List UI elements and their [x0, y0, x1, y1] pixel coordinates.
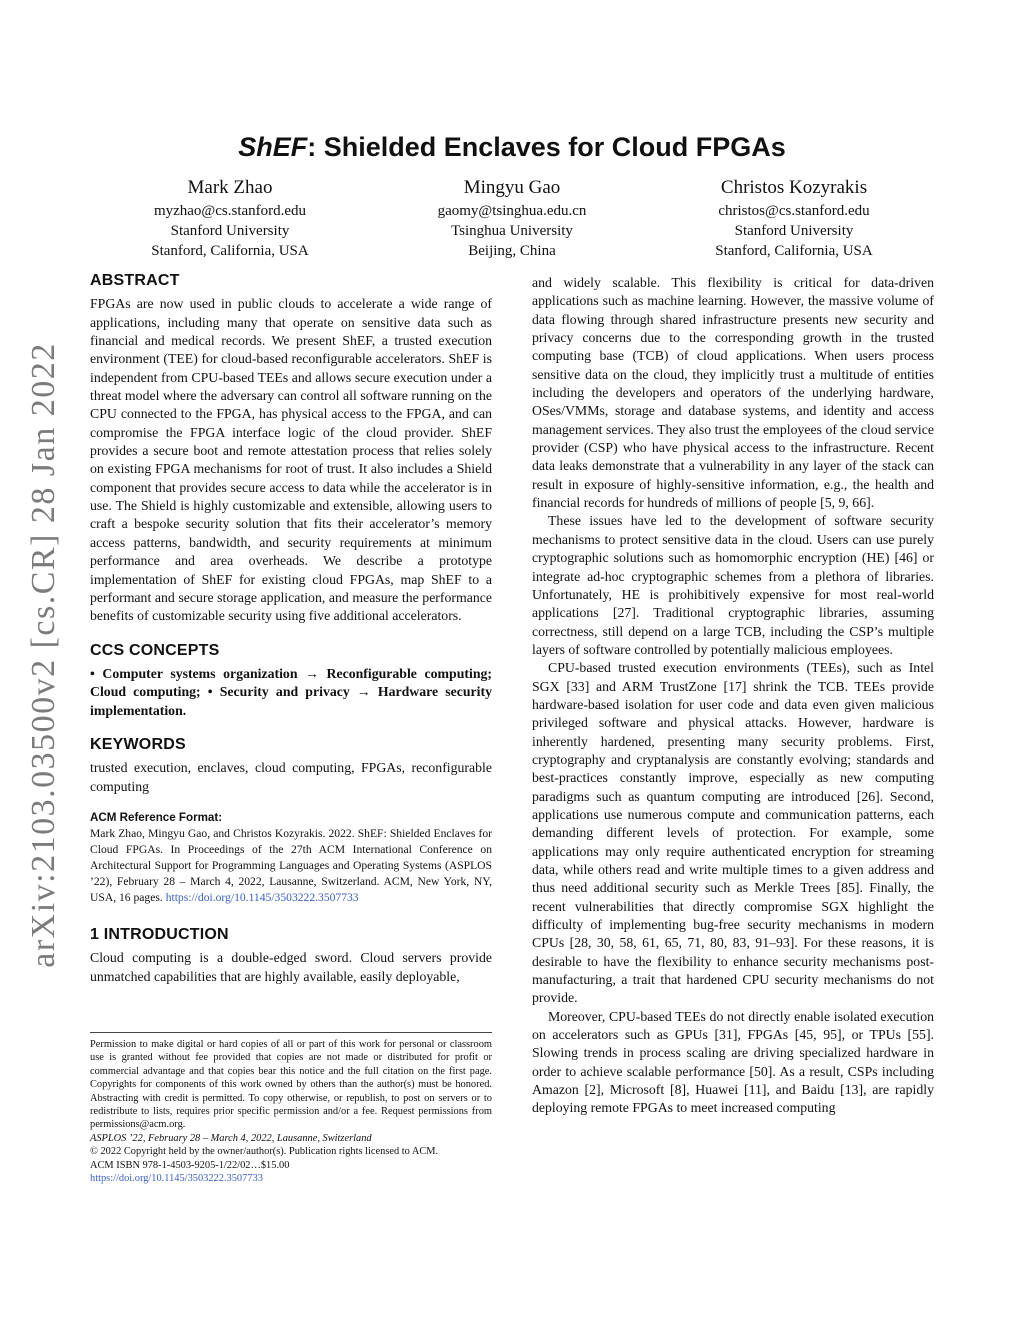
author-2: [372, 176, 652, 261]
footnote-isbn: ACM ISBN 978-1-4503-9205-1/22/02…$15.00: [90, 1159, 290, 1171]
footnote-copyright: © 2022 Copyright held by the owner/author(s). Publication rights licensed to ACM.: [90, 1146, 439, 1158]
author-location: Stanford, California, USA: [151, 243, 309, 259]
author-name: Mark Zhao: [187, 177, 273, 198]
acm-reference: [90, 810, 492, 906]
author-name: Christos Kozyrakis: [720, 177, 868, 198]
acm-reference-text: Mark Zhao, Mingyu Gao, and Christos Kozyrakis. 2022. ShEF: Shielded Enclaves for Cloud FPGAs. In Proceedings of the 27th ACM International Conference on Architectural Support for Programming Languages and Operating Systems (ASPLOS ’22), February 28 – March 4, 2022, Lausanne, Switzerland. ACM, New York, NY, USA, 16 pages.: [90, 826, 492, 904]
paper-title: [90, 132, 934, 163]
permission-footnote: [90, 1032, 492, 1185]
abstract-heading: ABSTRACT: [90, 272, 180, 289]
author-block: [90, 176, 934, 261]
author-3: [654, 176, 934, 261]
keywords-heading: KEYWORDS: [90, 735, 186, 753]
introduction-text: Cloud computing is a double-edged sword. Cloud servers provide unmatched capabilities that are highly available, easily deployable,: [90, 950, 492, 984]
author-name: Mingyu Gao: [463, 177, 561, 198]
footnote-doi-link[interactable]: https://doi.org/10.1145/3503222.3507733: [90, 1173, 263, 1185]
acm-reference-doi-link[interactable]: https://doi.org/10.1145/3503222.3507733: [165, 890, 359, 904]
author-email: christos@cs.stanford.edu: [718, 203, 870, 219]
keywords-text: trusted execution, enclaves, cloud computing, FPGAs, reconfigurable computing: [90, 760, 492, 794]
ccs-heading: CCS CONCEPTS: [90, 641, 220, 659]
author-email: myzhao@cs.stanford.edu: [153, 203, 307, 219]
abstract-text: FPGAs are now used in public clouds to accelerate a wide range of applications, including many that operate on sensitive data such as financial and medical records. We present ShEF, a trusted execution environment (TEE) for cloud-based reconfigurable accelerators. ShEF is independent from CPU-based TEEs and allows secure execution under a threat model where the adversary can control all software running on the CPU connected to the FPGA, has physical access to the FPGA, and can compromise the FPGA interface logic of the cloud provider. ShEF provides a secure boot and remote attestation process that relies solely on existing FPGA mechanisms for root of trust. It also includes a Shield component that provides secure access to data while the accelerator is in use. The Shield is highly customizable and extensible, allowing users to craft a bespoke security solution that fits their accelerator’s memory access patterns, bandwidth, and security requirements at minimum performance and area overheads. We describe a prototype implementation of ShEF for existing cloud FPGAs, map ShEF to a performant and secure storage application, and measure the performance benefits of customizable security using five additional accelerators.: [90, 296, 492, 624]
introduction-heading: 1 INTRODUCTION: [90, 925, 229, 943]
intro-paragraph: Moreover, CPU-based TEEs do not directly enable isolated execution on accelerators such as GPUs [31], FPGAs [45, 95], or TPUs [55]. Slowing trends in process scaling are driving specialized hardware in order to achieve scalable performance [50]. As a result, CSPs including Amazon [2], Microsoft [8], Huawei [11], and Baidu [13], are rapidly deploying remote FPGAs to meet increased computing: [532, 1008, 934, 1116]
author-location: Beijing, China: [468, 243, 556, 259]
author-affiliation: Tsinghua University: [451, 223, 573, 239]
footnote-venue: ASPLOS ’22, February 28 – March 4, 2022, Lausanne, Switzerland: [90, 1132, 372, 1144]
arxiv-stamp-text: arXiv:2103.03500v2 [cs.CR] 28 Jan 2022: [25, 342, 62, 968]
ccs-text: • Computer systems organization → Reconfigurable computing; Cloud computing; • Security and privacy → Hardware security implementation.: [90, 665, 492, 718]
author-location: Stanford, California, USA: [715, 243, 873, 259]
title-rest: : Shielded Enclaves for Cloud FPGAs: [307, 132, 786, 162]
title-italic: ShEF: [238, 132, 308, 162]
author-affiliation: Stanford University: [170, 223, 290, 239]
author-affiliation: Stanford University: [734, 223, 854, 239]
intro-paragraph: CPU-based trusted execution environments (TEEs), such as Intel SGX [33] and ARM TrustZone [17] shrink the TCB. TEEs provide hardware-based isolation for user code and data even given malicious privileged software and physical attacks. However, hardware is inherently hardened, presenting many security problems. First, cryptography and cryptanalysis are constantly evolving; standards and best-practices constantly improve, especially as new computing paradigms such as quantum computing are introduced [26]. Second, applications use numerous compute and communication patterns, each demanding different levels of protection. For example, some applications may only require authenticated encryption for streaming data, while others read and write multiple times to a given address and thus need additional security such as Merkle Trees [85]. Finally, the recent vulnerabilities that directly compromise SGX highlight the difficulty of implementing bug-free security mechanisms in modern CPUs [28, 30, 58, 61, 65, 71, 80, 83, 91–93]. For these reasons, it is desirable to have the flexibility to enhance security mechanisms post-manufacturing, a trait that hardened CPU security mechanisms do not provide.: [532, 660, 934, 1006]
author-email: gaomy@tsinghua.edu.cn: [437, 203, 587, 219]
arxiv-stamp: [20, 342, 68, 968]
right-column: [532, 274, 934, 1118]
left-column: [90, 272, 492, 986]
intro-paragraph: and widely scalable. This flexibility is critical for data-driven applications such as machine learning. However, the massive volume of data flowing through shared infrastructure presents new security and privacy concerns due to the corresponding growth in the trusted computing base (TCB) of cloud applications. When users process sensitive data on the cloud, they implicitly trust a multitude of entities including the developers and operators of the underlying hardware, OSes/VMMs, storage and database systems, and identity and access management services. They also trust the employees of the cloud service provider (CSP) who have physical access to the infrastructure. Recent data leaks demonstrate that a vulnerability in any layer of the stack can result in exposure of highly-sensitive information, e.g., the health and financial records for hundreds of millions of people [5, 9, 66].: [532, 275, 934, 511]
intro-paragraph: These issues have led to the development of software security mechanisms to protect sensitive data in the cloud. Users can use purely cryptographic solutions such as homomorphic encryption (HE) [46] or integrate ad-hoc cryptographic schemes from a plethora of libraries. Unfortunately, HE is prohibitively expensive for most real-world applications [27]. Traditional cryptographic libraries, assuming correctness, still depend on a large TCB, including the CSP’s multiple layers of software controlled by potentially malicious employees.: [532, 513, 934, 657]
footnote-permission: Permission to make digital or hard copies of all or part of this work for personal or classroom use is granted without fee provided that copies are not made or distributed for profit or commercial advantage and that copies bear this notice and the full citation on the first page. Copyrights for components of this work owned by others than the author(s) must be honored. Abstracting with credit is permitted. To copy otherwise, or republish, to post on servers or to redistribute to lists, requires prior specific permission and/or a fee. Request permissions from permissions@acm.org.: [90, 1039, 492, 1131]
acm-reference-heading: ACM Reference Format:: [90, 810, 223, 824]
author-1: [90, 176, 370, 261]
